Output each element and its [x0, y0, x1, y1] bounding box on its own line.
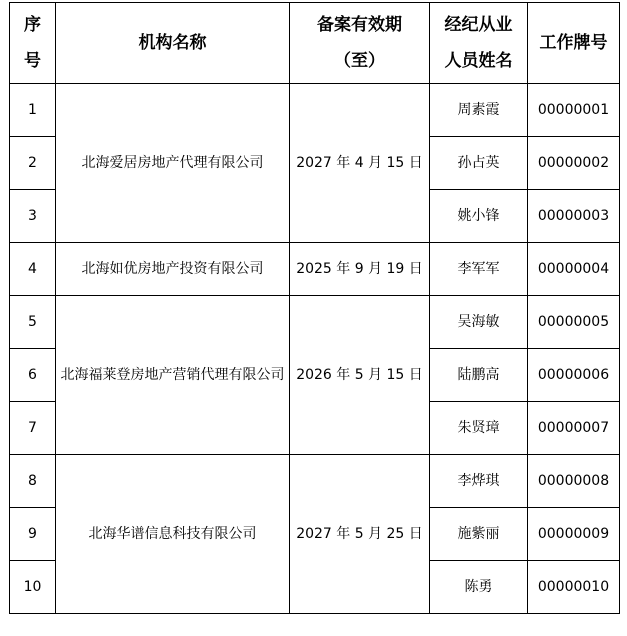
cell-seq: 3 — [10, 190, 56, 243]
cell-validity: 2026 年 5 月 15 日 — [290, 296, 430, 455]
header-validity-line-1: 备案有效期 — [317, 15, 402, 35]
cell-seq: 10 — [10, 561, 56, 614]
cell-agent-name: 陈勇 — [430, 561, 528, 614]
cell-org: 北海华谱信息科技有限公司 — [56, 455, 290, 614]
cell-agent-name: 李军军 — [430, 243, 528, 296]
cell-agent-name: 施紫丽 — [430, 508, 528, 561]
header-agent — [430, 3, 528, 84]
cell-agent-name: 李烨琪 — [430, 455, 528, 508]
header-validity-line-2: （至） — [334, 51, 385, 71]
cell-agent-name: 陆鹏高 — [430, 349, 528, 402]
table-row — [10, 296, 620, 349]
cell-org: 北海如优房地产投资有限公司 — [56, 243, 290, 296]
table-row — [10, 84, 620, 137]
table-row — [10, 243, 620, 296]
cell-seq: 5 — [10, 296, 56, 349]
cell-badge: 00000005 — [528, 296, 620, 349]
cell-badge: 00000003 — [528, 190, 620, 243]
header-seq-line-1: 序 — [24, 15, 41, 35]
cell-org: 北海福莱登房地产营销代理有限公司 — [56, 296, 290, 455]
cell-seq: 9 — [10, 508, 56, 561]
cell-badge: 00000007 — [528, 402, 620, 455]
cell-badge: 00000006 — [528, 349, 620, 402]
cell-org: 北海爱居房地产代理有限公司 — [56, 84, 290, 243]
header-badge: 工作牌号 — [528, 3, 620, 84]
cell-validity: 2027 年 4 月 15 日 — [290, 84, 430, 243]
cell-agent-name: 朱贤璋 — [430, 402, 528, 455]
cell-agent-name: 吴海敏 — [430, 296, 528, 349]
header-agent-line-2: 人员姓名 — [444, 51, 513, 71]
cell-agent-name: 周素霞 — [430, 84, 528, 137]
header-agent-line-1: 经纪从业 — [444, 15, 513, 35]
registry-table — [9, 2, 620, 614]
cell-validity: 2025 年 9 月 19 日 — [290, 243, 430, 296]
cell-seq: 4 — [10, 243, 56, 296]
cell-agent-name: 姚小锋 — [430, 190, 528, 243]
cell-badge: 00000009 — [528, 508, 620, 561]
cell-badge: 00000002 — [528, 137, 620, 190]
cell-seq: 2 — [10, 137, 56, 190]
cell-seq: 7 — [10, 402, 56, 455]
header-row — [10, 3, 620, 84]
cell-badge: 00000004 — [528, 243, 620, 296]
cell-seq: 6 — [10, 349, 56, 402]
header-seq-line-2: 号 — [24, 51, 41, 71]
header-seq — [10, 3, 56, 84]
cell-badge: 00000008 — [528, 455, 620, 508]
cell-agent-name: 孙占英 — [430, 137, 528, 190]
header-org: 机构名称 — [56, 3, 290, 84]
cell-badge: 00000001 — [528, 84, 620, 137]
table-row — [10, 455, 620, 508]
cell-seq: 1 — [10, 84, 56, 137]
cell-validity: 2027 年 5 月 25 日 — [290, 455, 430, 614]
cell-seq: 8 — [10, 455, 56, 508]
cell-badge: 00000010 — [528, 561, 620, 614]
header-validity — [290, 3, 430, 84]
